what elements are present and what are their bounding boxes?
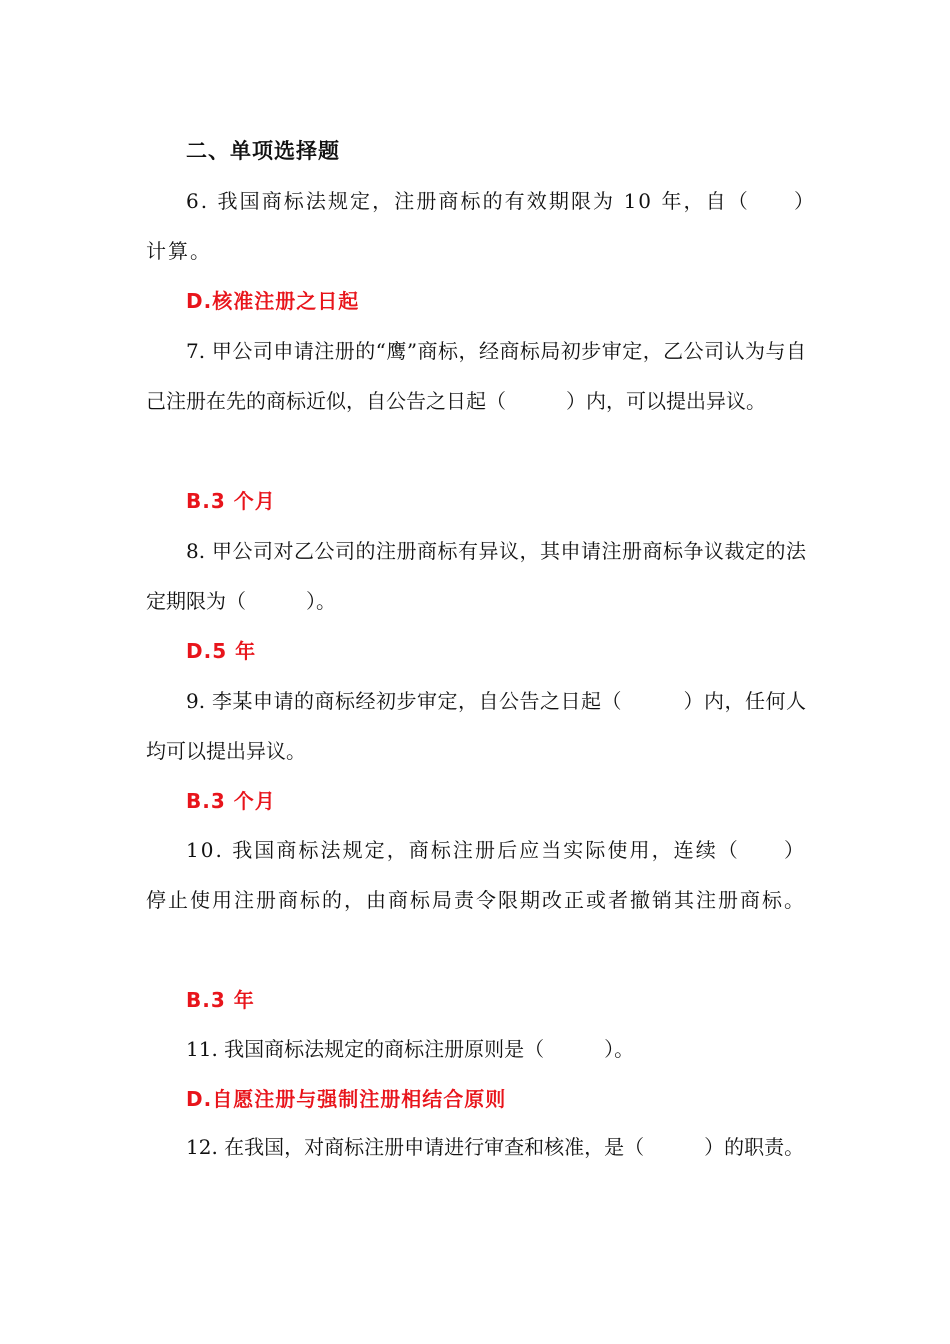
answer-7: B.3 个月: [186, 489, 276, 513]
question-9: 9. 李某申请的商标经初步审定，自公告之日起（ ）内，任何人均可以提出异议。: [146, 689, 806, 763]
section-title: 二、单项选择题: [186, 139, 340, 163]
answer-6: D.核准注册之日起: [186, 289, 360, 313]
question-10: 10. 我国商标法规定，商标注册后应当实际使用，连续（ ）停止使用注册商标的，由商标局责令限期改正或者撤销其注册商标。: [146, 838, 806, 912]
answer-11: D.自愿注册与强制注册相结合原则: [186, 1087, 507, 1111]
question-8: 8. 甲公司对乙公司的注册商标有异议，其申请注册商标争议裁定的法定期限为（ ）。: [146, 539, 806, 613]
answer-8: D.5 年: [186, 639, 257, 663]
answer-10: B.3 年: [186, 988, 255, 1012]
question-12: 12. 在我国，对商标注册申请进行审查和核准，是（ ）的职责。: [186, 1135, 805, 1159]
question-6: 6. 我国商标法规定，注册商标的有效期限为 10 年，自（ ）计算。: [146, 189, 806, 263]
answer-9: B.3 个月: [186, 789, 276, 813]
question-11: 11. 我国商标法规定的商标注册原则是（ ）。: [186, 1037, 635, 1061]
question-7: 7. 甲公司申请注册的“鹰”商标，经商标局初步审定，乙公司认为与自己注册在先的商标近似，自公告之日起（ ）内，可以提出异议。: [146, 339, 806, 413]
